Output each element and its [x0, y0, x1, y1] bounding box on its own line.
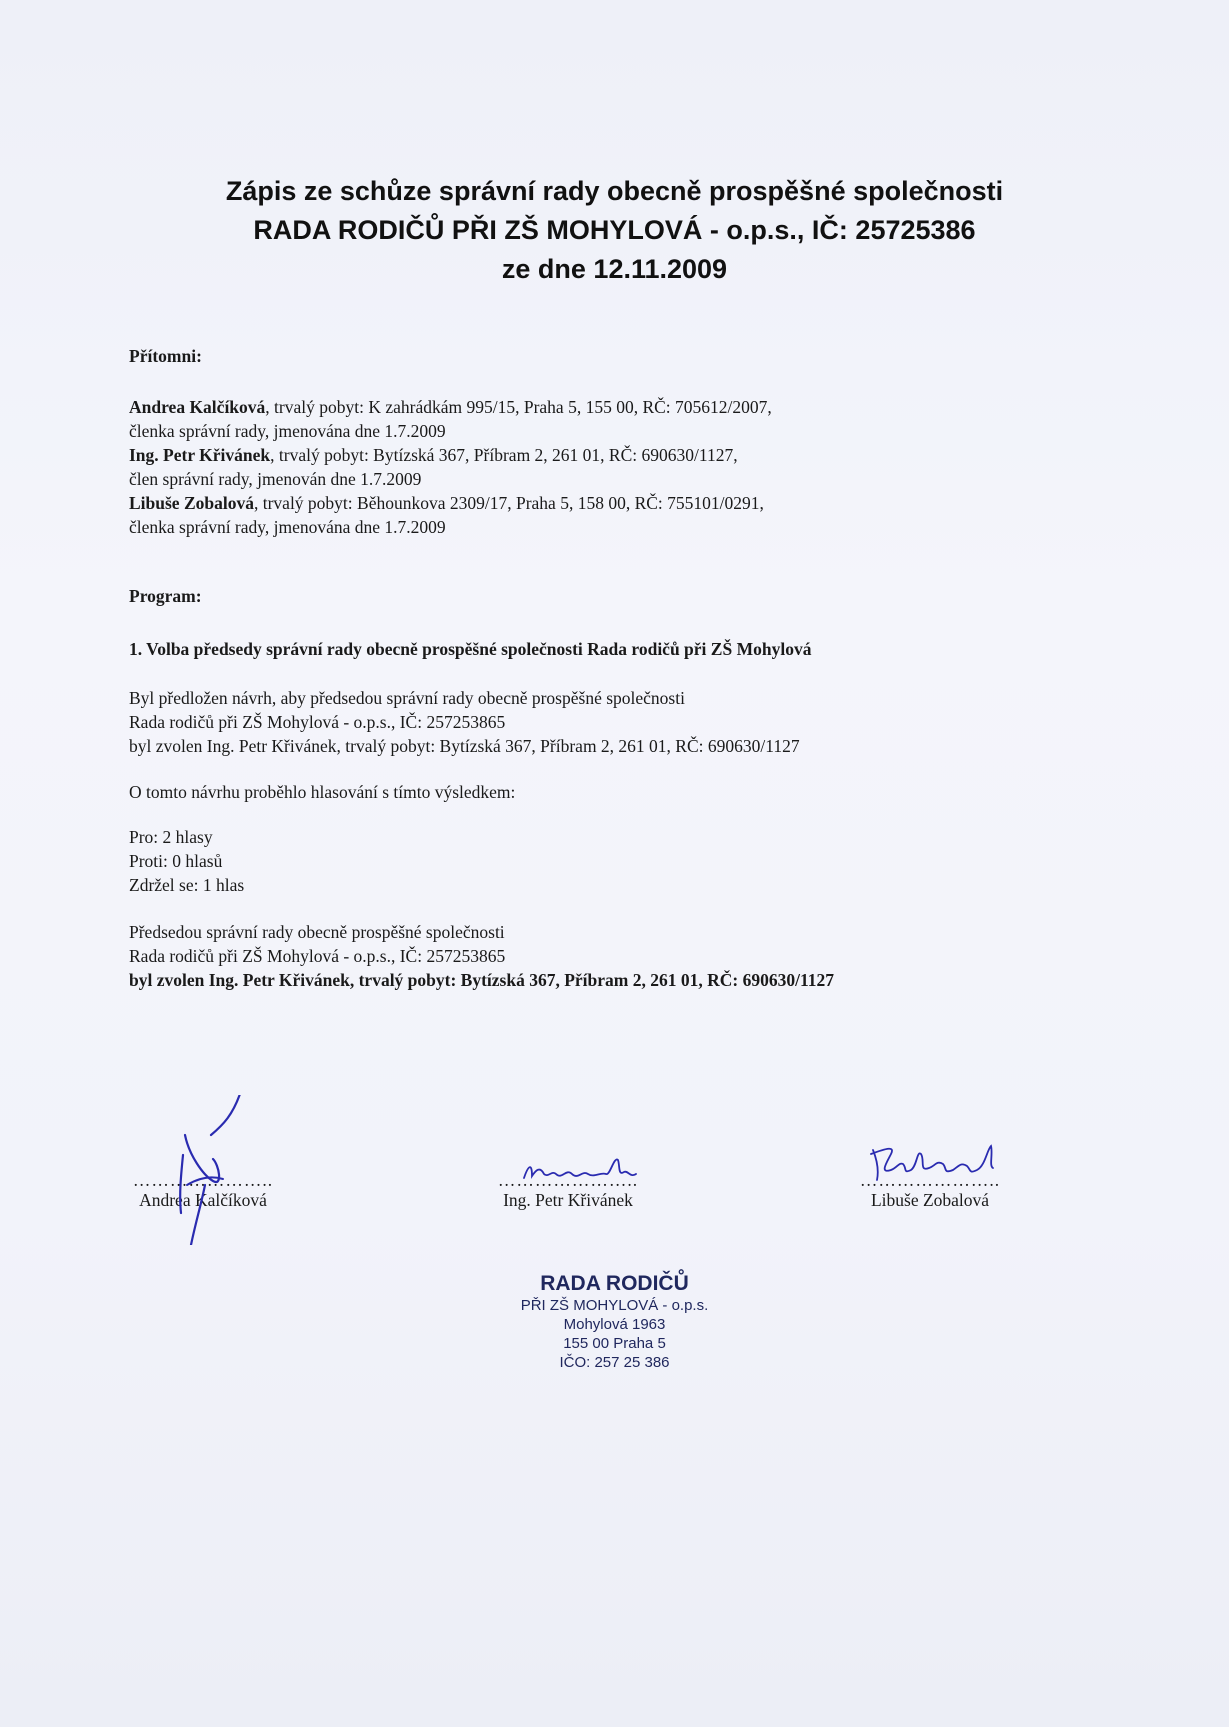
vote-intro: O tomto návrhu proběhlo hlasování s tímto výsledkem:: [129, 782, 516, 802]
program-heading: Program:: [129, 586, 202, 606]
member-role: člen správní rady, jmenován dne 1.7.2009: [129, 469, 422, 489]
member-2: [129, 443, 772, 491]
member-name: Andrea Kalčíková: [129, 397, 266, 417]
organization-stamp: [0, 1272, 1229, 1372]
member-1: [129, 395, 772, 443]
stamp-line-5: IČO: 257 25 386: [559, 1354, 670, 1371]
proposal-line: Rada rodičů při ZŠ Mohylová - o.p.s., IČ: 257253865: [129, 712, 506, 732]
result-line: Předsedou správní rady obecně prospěšné společnosti: [129, 922, 505, 942]
result-elected-line: byl zvolen Ing. Petr Křivánek, trvalý pobyt: Bytízská 367, Příbram 2, 261 01, RČ: 690630/1127: [129, 970, 834, 990]
proposal-line: Byl předložen návrh, aby předsedou správní rady obecně prospěšné společnosti: [129, 688, 685, 708]
member-role: členka správní rady, jmenována dne 1.7.2009: [129, 517, 446, 537]
signature-name: Ing. Petr Křivánek: [503, 1190, 633, 1210]
vote-for: Pro: 2 hlasy: [129, 827, 213, 847]
proposal-line: byl zvolen Ing. Petr Křivánek, trvalý pobyt: Bytízská 367, Příbram 2, 261 01, RČ: 690630/1127: [129, 736, 800, 756]
member-address: , trvalý pobyt: Běhounkova 2309/17, Praha 5, 158 00, RČ: 755101/0291,: [253, 493, 764, 513]
document-title: [0, 172, 1229, 289]
signature-block-zobalova: [855, 1170, 1005, 1211]
program-item-1-title: 1. Volba předsedy správní rady obecně prospěšné společnosti Rada rodičů při ZŠ Mohylová: [129, 639, 812, 659]
member-3: [129, 491, 772, 539]
signature-block-krivanek: [488, 1170, 648, 1211]
title-line-2: RADA RODIČŮ PŘI ZŠ MOHYLOVÁ - o.p.s., IČ: 25725386: [253, 215, 976, 245]
vote-abstain: Zdržel se: 1 hlas: [129, 875, 245, 895]
members-list: [129, 395, 772, 539]
signature-dots: …………………..: [497, 1170, 639, 1190]
member-address: , trvalý pobyt: Bytízská 367, Příbram 2, 261 01, RČ: 690630/1127,: [270, 445, 738, 465]
member-role: členka správní rady, jmenována dne 1.7.2009: [129, 421, 446, 441]
proposal-paragraph: [129, 686, 800, 758]
stamp-line-3: Mohylová 1963: [563, 1316, 666, 1333]
member-name: Libuše Zobalová: [129, 493, 254, 513]
title-line-3: ze dne 12.11.2009: [501, 254, 728, 284]
member-address: , trvalý pobyt: K zahrádkám 995/15, Praha 5, 155 00, RČ: 705612/2007,: [265, 397, 772, 417]
present-heading: Přítomni:: [129, 346, 202, 366]
signature-name: Libuše Zobalová: [870, 1190, 990, 1210]
signature-scribble-icon: [518, 1152, 668, 1192]
title-line-1: Zápis ze schůze správní rady obecně prospěšné společnosti: [225, 176, 1004, 206]
result-paragraph: [129, 920, 834, 992]
signature-dots: …………………..: [859, 1170, 1001, 1190]
result-line: Rada rodičů při ZŠ Mohylová - o.p.s., IČ: 257253865: [129, 946, 506, 966]
member-name: Ing. Petr Křivánek: [129, 445, 271, 465]
stamp-line-4: 155 00 Praha 5: [563, 1335, 666, 1352]
signature-name: Andrea Kalčíková: [139, 1190, 267, 1210]
signature-scribble-icon: [143, 1095, 263, 1245]
signature-dots: …………………..: [132, 1170, 274, 1190]
signature-block-kalcikova: [118, 1170, 288, 1211]
vote-results: [129, 825, 244, 897]
stamp-line-1: RADA RODIČŮ: [540, 1272, 689, 1295]
signature-scribble-icon: [867, 1140, 1017, 1190]
vote-against: Proti: 0 hlasů: [129, 851, 223, 871]
stamp-line-2: PŘI ZŠ MOHYLOVÁ - o.p.s.: [520, 1297, 709, 1314]
